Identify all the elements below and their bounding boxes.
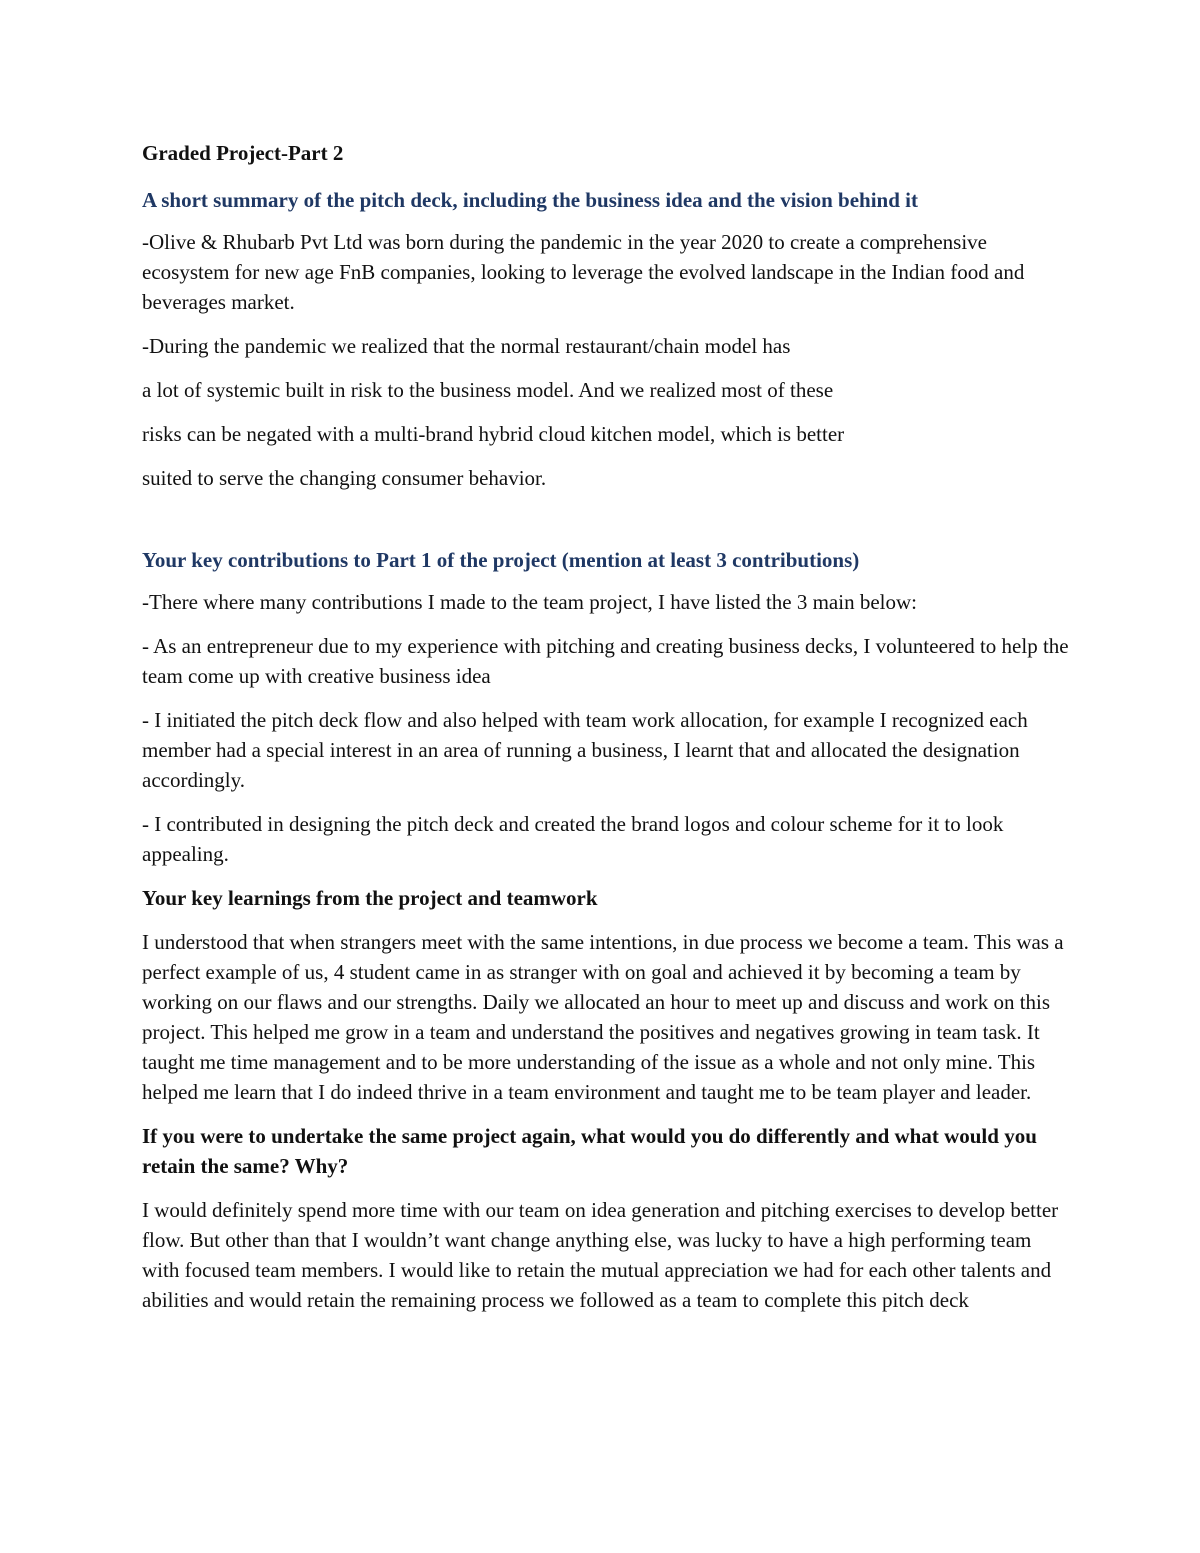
summary-line-4: suited to serve the changing consumer behavior. [142,466,547,490]
contributions-intro: -There where many contributions I made to the team project, I have listed the 3 main below: [142,590,917,614]
summary-paragraph-2 [142,331,1072,493]
summary-line-3: risks can be negated with a multi-brand hybrid cloud kitchen model, which is better [142,422,845,446]
contribution-item-1: - As an entrepreneur due to my experience with pitching and creating business decks, I volunteered to help the team come up with creative business idea [142,634,1069,688]
summary-line-2: a lot of systemic built in risk to the business model. And we realized most of these [142,378,834,402]
contribution-item-2: - I initiated the pitch deck flow and also helped with team work allocation, for example I recognized each member had a special interest in an area of running a business, I learnt that and allocated the designation accordingly. [142,708,1028,792]
retrospective-body: I would definitely spend more time with our team on idea generation and pitching exercises to develop better flow. But other than that I wouldn’t want change anything else, was lucky to have a high performing team with focused team members. I would like to retain the mutual appreciation we had for each other talents and abilities and would retain the remaining process we followed as a team to complete this pitch deck [142,1198,1059,1312]
summary-paragraph-1: -Olive & Rhubarb Pvt Ltd was born during the pandemic in the year 2020 to create a comprehensive ecosystem for new age FnB companies, looking to leverage the evolved landscape in the Indian food and beverages market. [142,230,1025,314]
contribution-item-3: - I contributed in designing the pitch deck and created the brand logos and colour scheme for it to look appealing. [142,812,1004,866]
learnings-heading: Your key learnings from the project and teamwork [142,886,598,910]
document-page [142,138,1072,1329]
document-title: Graded Project-Part 2 [142,141,344,165]
section-spacer [142,507,1072,545]
contributions-heading: Your key contributions to Part 1 of the project (mention at least 3 contributions) [142,548,860,572]
summary-line-1: -During the pandemic we realized that the normal restaurant/chain model has [142,334,791,358]
summary-heading: A short summary of the pitch deck, including the business idea and the vision behind it [142,188,918,212]
retrospective-heading: If you were to undertake the same project again, what would you do differently and what would you retain the same? Why? [142,1124,1037,1178]
learnings-body: I understood that when strangers meet with the same intentions, in due process we become a team. This was a perfect example of us, 4 student came in as stranger with on goal and achieved it by becoming a team by working on our flaws and our strengths. Daily we allocated an hour to meet up and discuss and work on this project. This helped me grow in a team and understand the positives and negatives growing in team task. It taught me time management and to be more understanding of the issue as a whole and not only mine. This helped me learn that I do indeed thrive in a team environment and taught me to be team player and leader. [142,930,1064,1104]
